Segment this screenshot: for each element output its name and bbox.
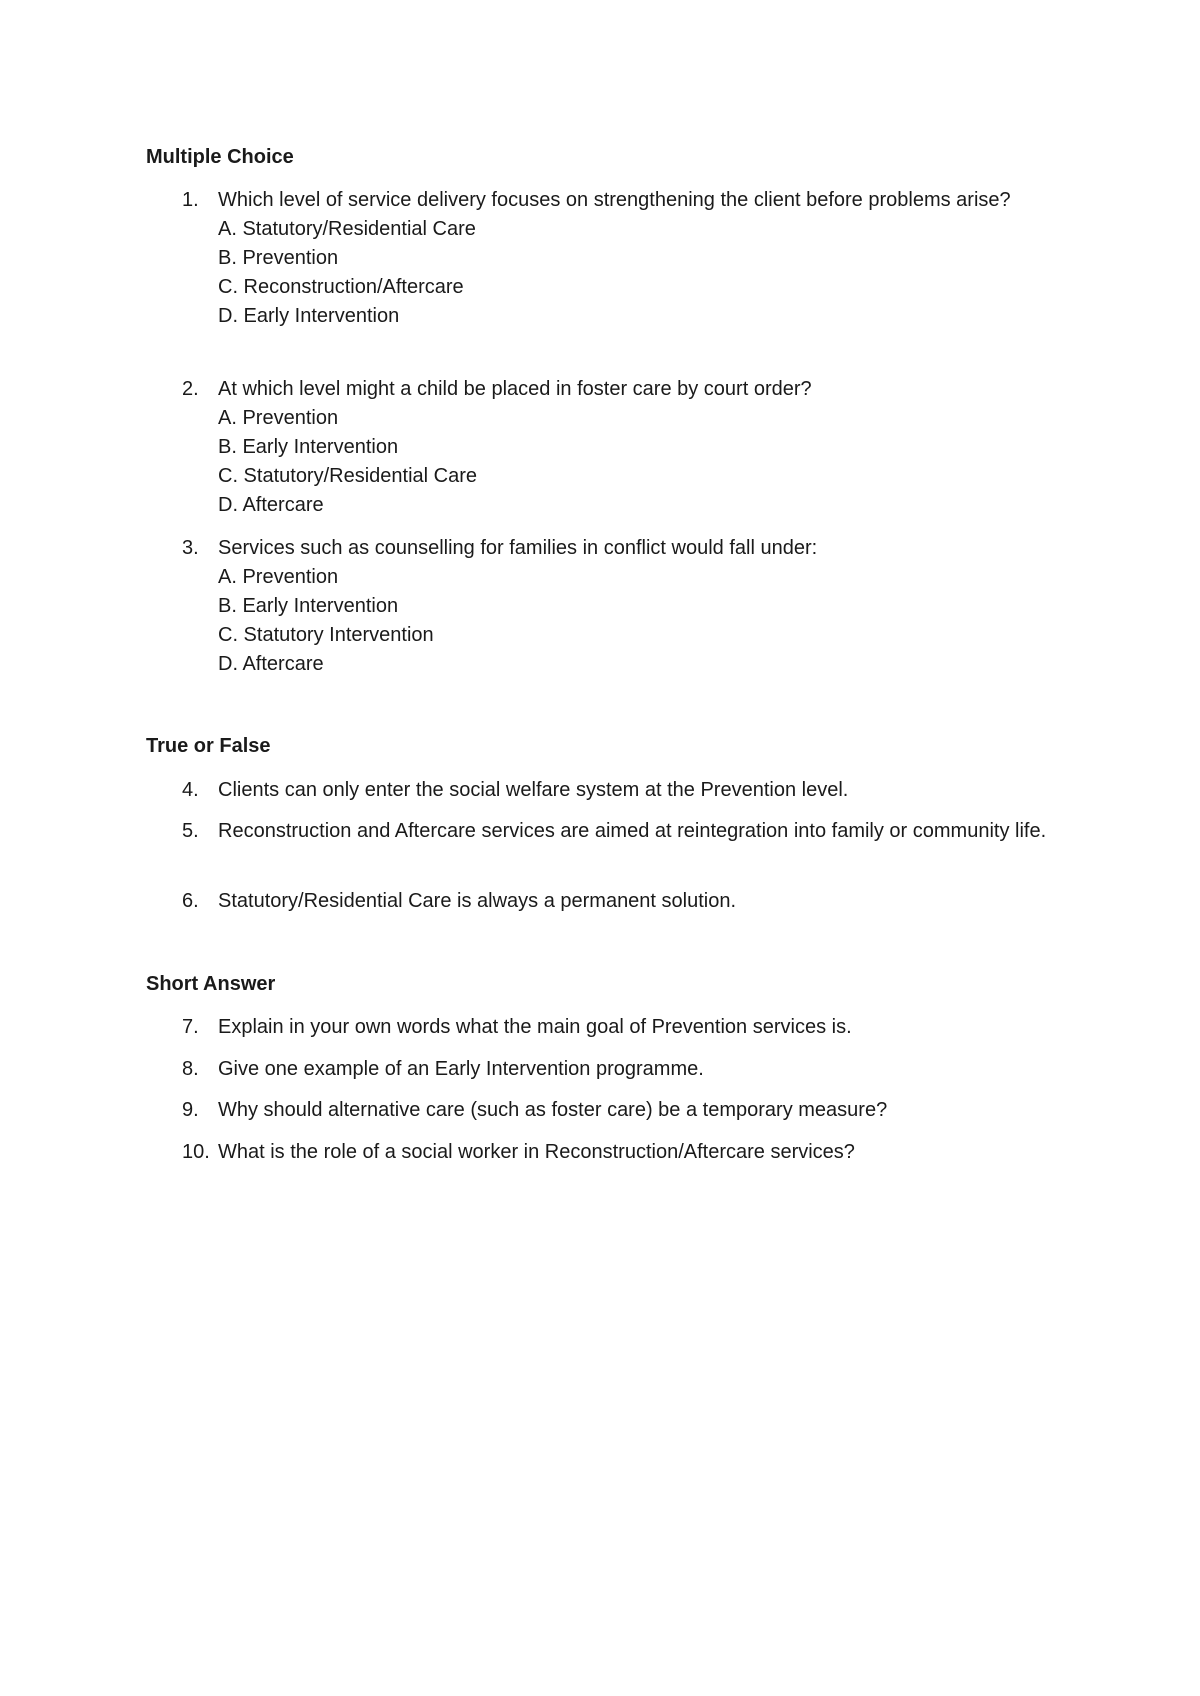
question-number: 5.	[182, 820, 199, 842]
question-number: 10.	[182, 1141, 210, 1163]
question-number: 2.	[182, 378, 199, 400]
question-1	[182, 186, 1062, 331]
question-text: Explain in your own words what the main goal of Prevention services is.	[218, 1016, 852, 1038]
section-heading-short-answer: Short Answer	[146, 973, 276, 995]
answer-option: D. Aftercare	[218, 494, 324, 516]
question-number: 9.	[182, 1099, 199, 1121]
question-text: Statutory/Residential Care is always a permanent solution.	[218, 890, 737, 912]
answer-option: B. Early Intervention	[218, 595, 399, 617]
question-number: 8.	[182, 1058, 199, 1080]
question-5	[182, 817, 1062, 846]
question-text: Reconstruction and Aftercare services are aimed at reintegration into family or community life.	[218, 820, 1047, 842]
question-text: At which level might a child be placed in foster care by court order?	[218, 378, 812, 400]
question-text: Give one example of an Early Intervention programme.	[218, 1058, 704, 1080]
question-text: Services such as counselling for families in conflict would fall under:	[218, 537, 818, 559]
question-6	[182, 887, 1062, 916]
question-text: Which level of service delivery focuses on strengthening the client before problems arise?	[218, 189, 1011, 211]
question-number: 1.	[182, 189, 199, 211]
question-9	[182, 1096, 1062, 1125]
answer-option: A. Statutory/Residential Care	[218, 218, 476, 240]
answer-option: B. Early Intervention	[218, 436, 399, 458]
question-number: 6.	[182, 890, 199, 912]
answer-option: C. Reconstruction/Aftercare	[218, 276, 464, 298]
answer-option: D. Aftercare	[218, 653, 324, 675]
answer-option: A. Prevention	[218, 407, 339, 429]
answer-option: A. Prevention	[218, 566, 339, 588]
question-number: 4.	[182, 779, 199, 801]
question-8	[182, 1055, 1062, 1084]
answer-option: C. Statutory Intervention	[218, 624, 434, 646]
section-heading-multiple-choice: Multiple Choice	[146, 146, 294, 168]
question-text: Clients can only enter the social welfare system at the Prevention level.	[218, 779, 849, 801]
question-4	[182, 776, 1062, 805]
question-3	[182, 534, 1062, 679]
question-text: Why should alternative care (such as foster care) be a temporary measure?	[218, 1099, 888, 1121]
section-heading-true-or-false: True or False	[146, 735, 271, 757]
answer-option: C. Statutory/Residential Care	[218, 465, 478, 487]
answer-option: D. Early Intervention	[218, 305, 400, 327]
answer-option: B. Prevention	[218, 247, 339, 269]
question-10	[182, 1138, 1062, 1167]
question-number: 7.	[182, 1016, 199, 1038]
question-number: 3.	[182, 537, 199, 559]
question-7	[182, 1013, 1062, 1042]
question-text: What is the role of a social worker in Reconstruction/Aftercare services?	[218, 1141, 855, 1163]
question-2	[182, 375, 1062, 520]
